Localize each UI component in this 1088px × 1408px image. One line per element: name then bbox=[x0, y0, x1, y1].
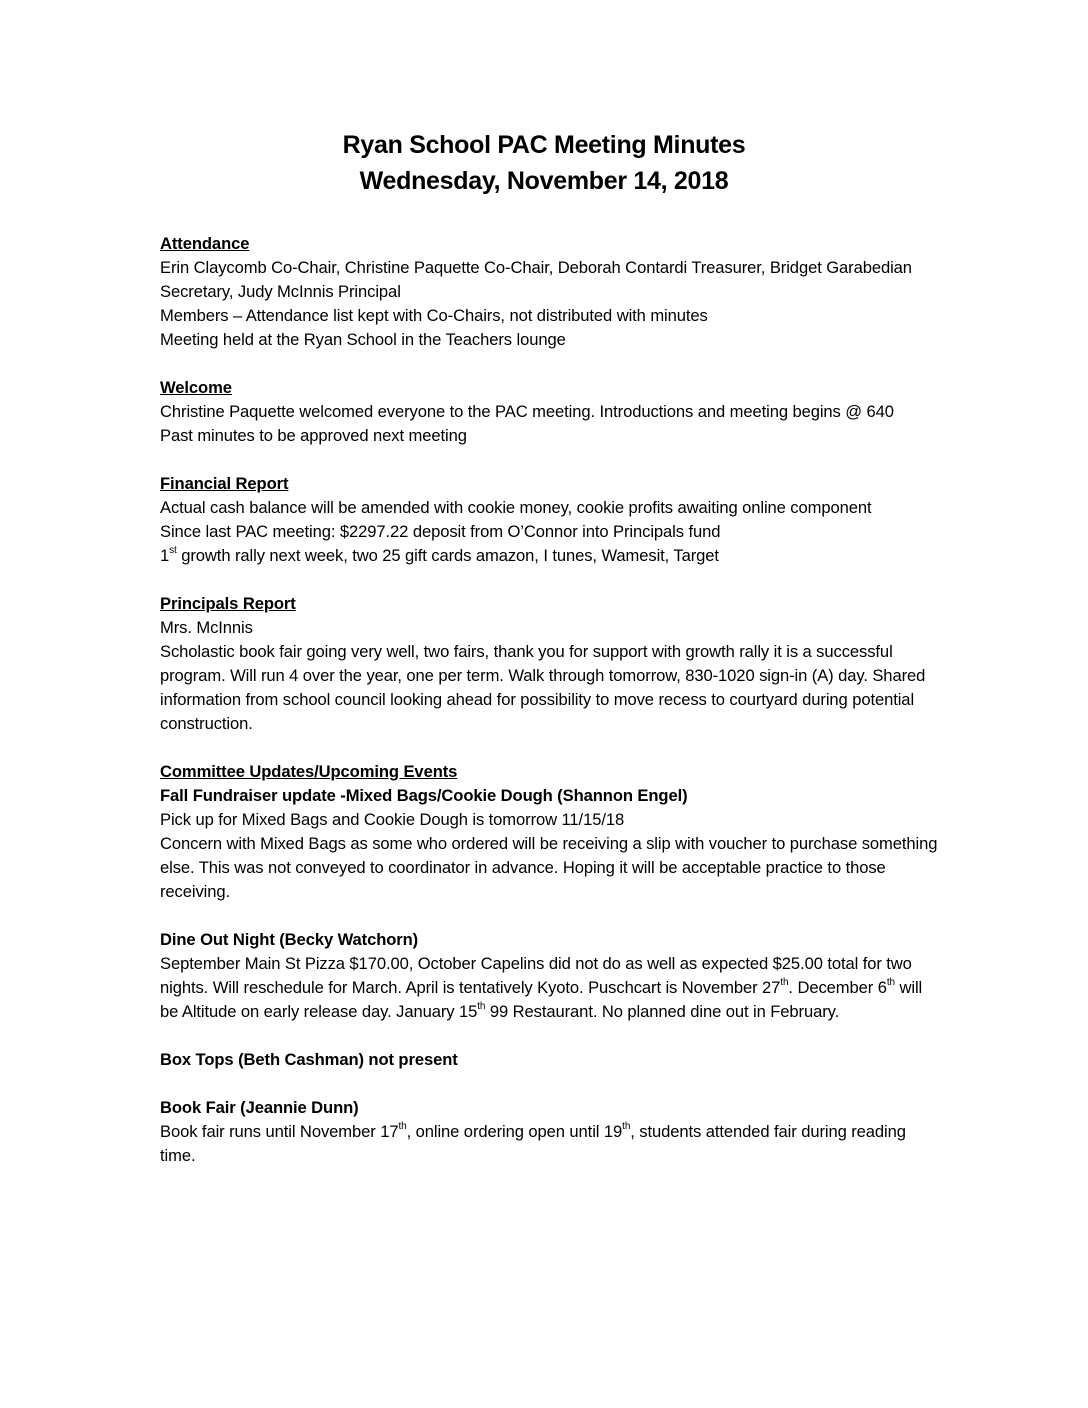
dineout-text bbox=[160, 952, 940, 1024]
bookfair-text bbox=[160, 1120, 940, 1168]
financial-cash-balance: Actual cash balance will be amended with cookie money, cookie profits awaiting online component bbox=[160, 498, 872, 517]
bookfair-text-part-3: , students attended fair during reading time. bbox=[160, 1122, 906, 1165]
minutes-body bbox=[160, 232, 940, 1192]
bookfair-ordinal-2: th bbox=[622, 1121, 631, 1133]
bookfair-text-part-2: , online ordering open until 19 bbox=[406, 1122, 623, 1141]
boxtops-heading: Box Tops (Beth Cashman) not present bbox=[160, 1050, 458, 1069]
bookfair-heading: Book Fair (Jeannie Dunn) bbox=[160, 1098, 359, 1117]
welcome-heading: Welcome bbox=[160, 378, 232, 397]
dineout-ordinal-2: th bbox=[886, 977, 895, 989]
principals-name: Mrs. McInnis bbox=[160, 618, 253, 637]
committee-section bbox=[160, 760, 940, 904]
dineout-text-part-3: will be Altitude on early release day. January 15 bbox=[160, 978, 923, 1021]
fundraiser-pickup: Pick up for Mixed Bags and Cookie Dough is tomorrow 11/15/18 bbox=[160, 810, 625, 829]
dineout-text-part-1: September Main St Pizza $170.00, October Capelins did not do as well as expected $25.00 total for two nights. Will reschedule for March. April is tentatively Kyoto. Puschcart is November 27 bbox=[160, 954, 912, 997]
growth-rally-text: growth rally next week, two 25 gift cards amazon, I tunes, Wamesit, Target bbox=[176, 546, 719, 565]
attendance-location: Meeting held at the Ryan School in the Teachers lounge bbox=[160, 330, 566, 349]
growth-rally-ordinal: 1 bbox=[160, 546, 170, 565]
bookfair-text-part-1: Book fair runs until November 17 bbox=[160, 1122, 399, 1141]
dineout-text-part-4: 99 Restaurant. No planned dine out in February. bbox=[485, 1002, 840, 1021]
bookfair-ordinal-1: th bbox=[398, 1121, 407, 1133]
boxtops-section bbox=[160, 1048, 940, 1072]
financial-heading: Financial Report bbox=[160, 474, 289, 493]
fundraiser-concern: Concern with Mixed Bags as some who ordered will be receiving a slip with voucher to purchase something else. This was not conveyed to coordinator in advance. Hoping it will be acceptable practice to those receiving. bbox=[160, 834, 938, 901]
attendance-officers: Erin Claycomb Co-Chair, Christine Paquette Co-Chair, Deborah Contardi Treasurer, Bridget Garabedian Secretary, Judy McInnis Principal bbox=[160, 258, 912, 301]
dineout-heading: Dine Out Night (Becky Watchorn) bbox=[160, 930, 419, 949]
growth-rally-ordinal-suffix: st bbox=[169, 545, 177, 557]
title-line-1: Ryan School PAC Meeting Minutes bbox=[342, 131, 746, 159]
committee-heading: Committee Updates/Upcoming Events bbox=[160, 762, 458, 781]
principals-report-text: Scholastic book fair going very well, two fairs, thank you for support with growth rally it is a successful program. Will run 4 over the year, one per term. Walk through tomorrow, 830-1020 sign-in (A) day. Shared information from school council looking ahead for possibility to move recess to courtyard during potential construction. bbox=[160, 642, 926, 733]
welcome-section bbox=[160, 376, 940, 448]
principals-section bbox=[160, 592, 940, 736]
dineout-ordinal-1: th bbox=[780, 977, 789, 989]
dineout-ordinal-3: th bbox=[477, 1001, 486, 1013]
dineout-section bbox=[160, 928, 940, 1024]
welcome-intro: Christine Paquette welcomed everyone to the PAC meeting. Introductions and meeting begins @ 640 bbox=[160, 402, 894, 421]
financial-growth-rally bbox=[160, 544, 940, 568]
financial-deposit: Since last PAC meeting: $2297.22 deposit from O’Connor into Principals fund bbox=[160, 522, 721, 541]
welcome-past-minutes: Past minutes to be approved next meeting bbox=[160, 426, 467, 445]
title-line-2: Wednesday, November 14, 2018 bbox=[359, 167, 729, 195]
attendance-heading: Attendance bbox=[160, 234, 250, 253]
attendance-members: Members – Attendance list kept with Co-Chairs, not distributed with minutes bbox=[160, 306, 708, 325]
principals-heading: Principals Report bbox=[160, 594, 296, 613]
bookfair-section bbox=[160, 1096, 940, 1168]
financial-section bbox=[160, 472, 940, 568]
fundraiser-heading: Fall Fundraiser update -Mixed Bags/Cookie Dough (Shannon Engel) bbox=[160, 786, 688, 805]
dineout-text-part-2: . December 6 bbox=[788, 978, 887, 997]
attendance-section bbox=[160, 232, 940, 352]
